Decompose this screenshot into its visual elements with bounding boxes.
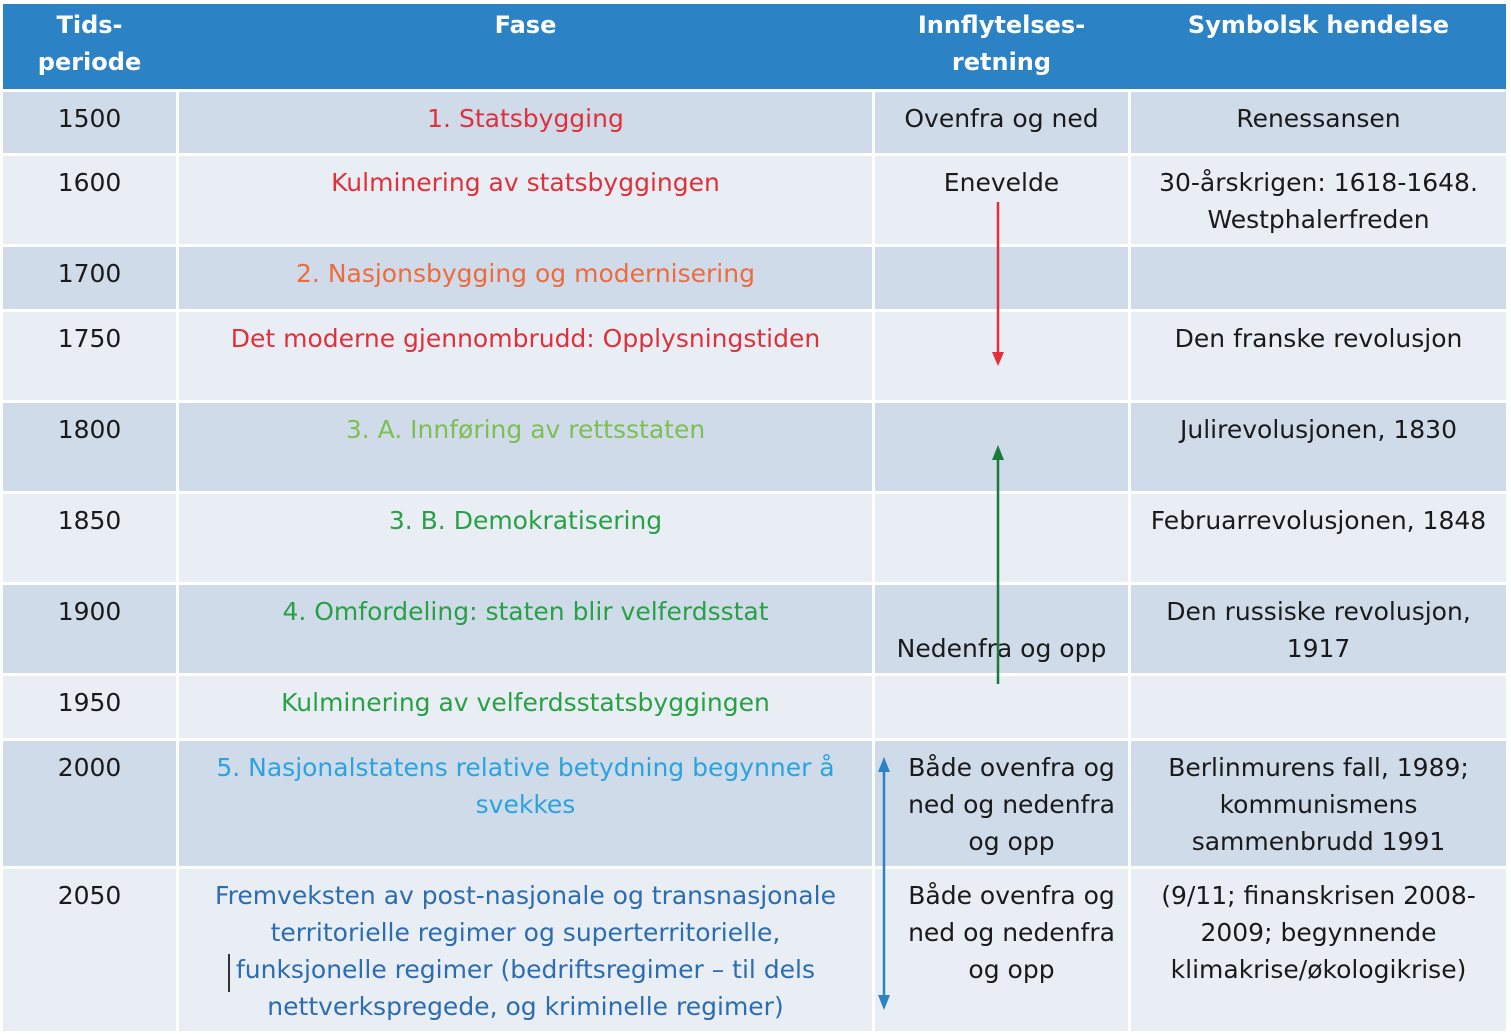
period-cell: 1950 (3, 676, 176, 738)
header-event: Symbolsk hendelse (1131, 4, 1506, 89)
phase-cell: 2. Nasjonsbygging og modernisering (179, 247, 872, 309)
period-cell: 1700 (3, 247, 176, 309)
phase-cell: Kulminering av statsbyggingen (179, 156, 872, 244)
phase-cell: 3. B. Demokratisering (179, 494, 872, 582)
direction-cell: Både ovenfra og ned og nedenfra og opp (875, 741, 1128, 866)
direction-cell: Ovenfra og ned (875, 92, 1128, 153)
arrowhead-up-blue (878, 757, 890, 772)
event-cell: Den russiske revolusjon, 1917 (1131, 585, 1506, 673)
event-cell: Berlinmurens fall, 1989; kommunismens sammenbrudd 1991 (1131, 741, 1506, 866)
phase-cell: 4. Omfordeling: staten blir velferdsstat (179, 585, 872, 673)
period-cell: 1750 (3, 312, 176, 400)
header-direction: Innflytelses- retning (875, 4, 1128, 89)
event-cell: Renessansen (1131, 92, 1506, 153)
event-cell: Julirevolusjonen, 1830 (1131, 403, 1506, 491)
period-cell: 1500 (3, 92, 176, 153)
period-cell: 2000 (3, 741, 176, 866)
direction-cell: Enevelde (875, 156, 1128, 244)
event-cell: Den franske revolusjon (1131, 312, 1506, 400)
direction-cell: Nedenfra og opp (875, 585, 1128, 673)
period-cell: 1800 (3, 403, 176, 491)
phase-cell: Kulminering av velferdsstatsbyggingen (179, 676, 872, 738)
header-phase: Fase (179, 4, 872, 89)
phase-cell: 3. A. Innføring av rettsstaten (179, 403, 872, 491)
period-cell: 1900 (3, 585, 176, 673)
phase-cell: 1. Statsbygging (179, 92, 872, 153)
phase-cell: Fremveksten av post-nasjonale og transnasjonale territorielle regimer og superterritorielle, funksjonelle regimer (bedriftsregimer – til dels nettverkspregede, og kriminelle regimer) (179, 869, 872, 1031)
period-cell: 1850 (3, 494, 176, 582)
phase-cell: 5. Nasjonalstatens relative betydning begynner å svekkes (179, 741, 872, 866)
phase-cell: Det moderne gjennombrudd: Opplysningstiden (179, 312, 872, 400)
arrowhead-down-blue (878, 995, 890, 1010)
arrowhead-up-green (992, 445, 1004, 460)
period-cell: 1600 (3, 156, 176, 244)
arrowhead-down-red (992, 352, 1004, 366)
header-period: Tids- periode (3, 4, 176, 89)
event-cell: Februarrevolusjonen, 1848 (1131, 494, 1506, 582)
period-cell: 2050 (3, 869, 176, 1031)
event-cell: (9/11; finanskrisen 2008- 2009; begynnende klimakrise/økologikrise) (1131, 869, 1506, 1031)
event-cell: 30-årskrigen: 1618-1648. Westphalerfreden (1131, 156, 1506, 244)
direction-cell: Både ovenfra og ned og nedenfra og opp (875, 869, 1128, 1031)
